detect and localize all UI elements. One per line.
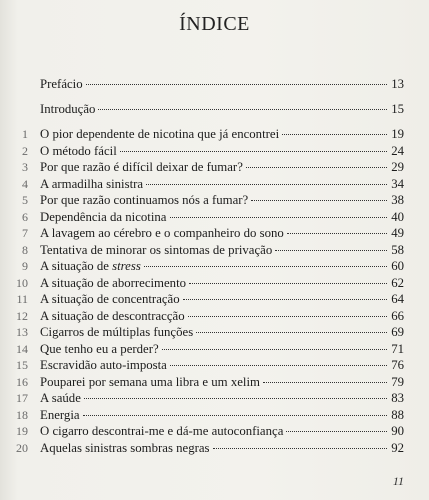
chapter-title: Introdução xyxy=(40,102,96,116)
page-number: 79 xyxy=(391,375,404,389)
page-number: 34 xyxy=(391,177,404,191)
chapter-title: O cigarro descontrai-me e dá-me autoconfiança xyxy=(40,424,284,438)
dot-leader xyxy=(170,365,387,366)
chapter-title: Por que razão é difícil deixar de fumar? xyxy=(40,160,243,174)
chapter-number: 7 xyxy=(22,226,28,240)
chapter-title: Dependência da nicotina xyxy=(40,210,167,224)
chapter-title: O método fácil xyxy=(40,144,117,158)
chapter-number: 2 xyxy=(22,144,28,158)
page-number: 83 xyxy=(391,391,404,405)
toc-entry xyxy=(0,275,429,291)
dot-leader xyxy=(263,382,387,383)
toc-entry xyxy=(0,176,429,192)
toc-entry xyxy=(0,225,429,241)
chapter-number: 10 xyxy=(16,276,28,290)
chapter-number: 12 xyxy=(16,309,28,323)
chapter-title-prefix: A situação de xyxy=(40,259,113,273)
page-number: 76 xyxy=(391,358,404,372)
folio-page-number: 11 xyxy=(392,474,404,488)
toc-entry xyxy=(0,341,429,357)
chapter-number: 18 xyxy=(16,408,28,422)
chapter-title: O pior dependente de nicotina que já encontrei xyxy=(40,127,280,141)
chapter-title: Escravidão auto-imposta xyxy=(40,358,167,372)
toc-entry xyxy=(0,258,429,274)
chapter-number: 15 xyxy=(16,358,28,372)
page-number: 64 xyxy=(391,292,404,306)
toc-entry xyxy=(0,390,429,406)
dot-leader xyxy=(162,349,387,350)
chapter-number: 17 xyxy=(16,391,28,405)
toc-entry xyxy=(0,209,429,225)
page-number: 24 xyxy=(391,144,404,158)
dot-leader xyxy=(86,84,387,85)
dot-leader xyxy=(246,167,387,168)
dot-leader xyxy=(213,448,387,449)
chapter-title: Cigarros de múltiplas funções xyxy=(40,325,194,339)
chapter-number: 13 xyxy=(16,325,28,339)
toc-entry xyxy=(0,291,429,307)
chapter-title: A saúde xyxy=(40,391,81,405)
chapter-title: A armadilha sinistra xyxy=(40,177,144,191)
dot-leader xyxy=(170,217,388,218)
chapter-title-emphasis: stress xyxy=(112,259,141,273)
page-number: 49 xyxy=(391,226,404,240)
page-number: 15 xyxy=(391,102,404,116)
chapter-title: Prefácio xyxy=(40,77,83,91)
chapter-number: 19 xyxy=(16,424,28,438)
chapter-title: Tentativa de minorar os sintomas de privação xyxy=(40,243,273,257)
chapter-number: 5 xyxy=(22,193,28,207)
page-title: ÍNDICE xyxy=(179,13,250,35)
page-number: 90 xyxy=(391,424,404,438)
toc-entry xyxy=(0,126,429,142)
chapter-number: 6 xyxy=(22,210,28,224)
dot-leader xyxy=(251,200,387,201)
chapter-number: 9 xyxy=(22,259,28,273)
chapter-number: 4 xyxy=(22,177,28,191)
dot-leader xyxy=(287,233,387,234)
page-number: 13 xyxy=(391,77,404,91)
chapter-title: Por que razão continuamos nós a fumar? xyxy=(40,193,249,207)
toc-entry xyxy=(0,159,429,175)
page-number: 92 xyxy=(391,441,404,455)
page-number: 38 xyxy=(391,193,404,207)
toc-entry xyxy=(0,324,429,340)
toc-entry xyxy=(0,242,429,258)
chapter-title: Aquelas sinistras sombras negras xyxy=(40,441,210,455)
page-number: 66 xyxy=(391,309,404,323)
chapter-number: 1 xyxy=(22,127,28,141)
page-number: 69 xyxy=(391,325,404,339)
dot-leader xyxy=(286,431,387,432)
page-number: 71 xyxy=(391,342,404,356)
chapter-number: 8 xyxy=(22,243,28,257)
toc-entry xyxy=(0,76,429,92)
toc-entry xyxy=(0,192,429,208)
chapter-title: A situação de concentração xyxy=(40,292,180,306)
page-number: 62 xyxy=(391,276,404,290)
dot-leader xyxy=(189,283,387,284)
dot-leader xyxy=(144,266,387,267)
page-number: 58 xyxy=(391,243,404,257)
chapter-number: 11 xyxy=(16,292,28,306)
toc-entry xyxy=(0,423,429,439)
toc-entry xyxy=(0,101,429,117)
toc-entry xyxy=(0,357,429,373)
chapter-title: A situação de aborrecimento xyxy=(40,276,187,290)
chapter-title: A situação de descontracção xyxy=(40,309,185,323)
chapter-title: A lavagem ao cérebro e o companheiro do sono xyxy=(40,226,284,240)
chapter-title: Que tenho eu a perder? xyxy=(40,342,159,356)
dot-leader xyxy=(84,398,387,399)
dot-leader xyxy=(98,109,387,110)
dot-leader xyxy=(275,250,387,251)
chapter-number: 3 xyxy=(22,160,28,174)
dot-leader xyxy=(188,316,387,317)
page-number: 19 xyxy=(391,127,404,141)
page-number: 29 xyxy=(391,160,404,174)
dot-leader xyxy=(282,134,387,135)
toc-entry xyxy=(0,407,429,423)
toc-entry xyxy=(0,440,429,456)
toc-entry xyxy=(0,374,429,390)
page-number: 40 xyxy=(391,210,404,224)
chapter-title: Energia xyxy=(40,408,80,422)
chapter-title: Pouparei por semana uma libra e um xelim xyxy=(40,375,260,389)
dot-leader xyxy=(146,184,387,185)
chapter-number: 20 xyxy=(16,441,28,455)
dot-leader xyxy=(183,299,387,300)
page-number: 60 xyxy=(391,259,404,273)
chapter-number: 16 xyxy=(16,375,28,389)
dot-leader xyxy=(120,151,387,152)
chapter-title xyxy=(40,258,141,274)
toc-entry xyxy=(0,143,429,159)
page-number: 88 xyxy=(391,408,404,422)
dot-leader xyxy=(196,332,387,333)
toc-entry xyxy=(0,308,429,324)
dot-leader xyxy=(83,415,387,416)
chapter-number: 14 xyxy=(16,342,28,356)
